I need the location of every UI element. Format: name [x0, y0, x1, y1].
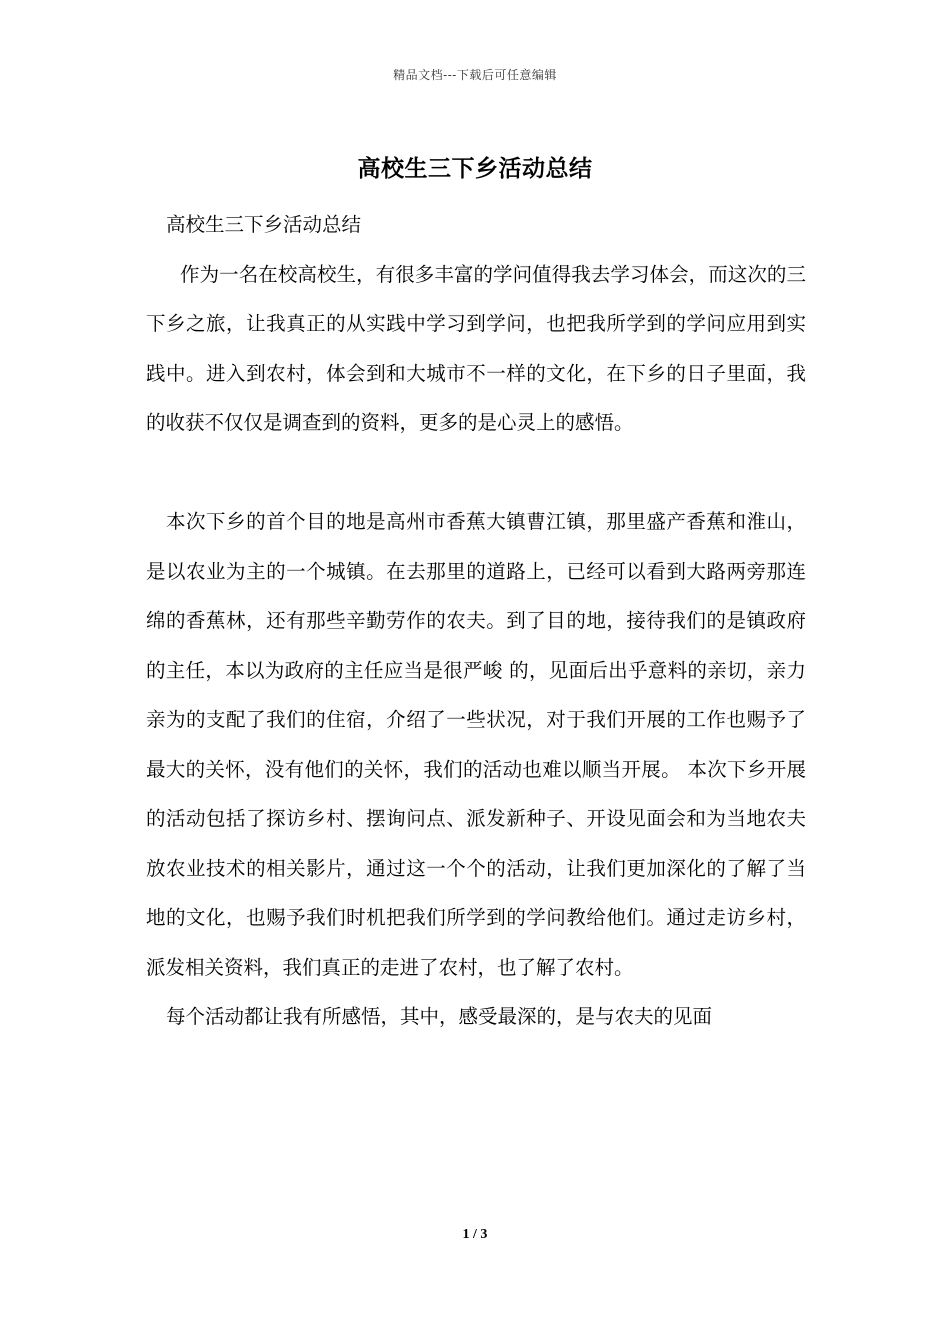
paragraph: 作为一名在校高校生，有很多丰富的学问值得我去学习体会，而这次的三下乡之旅，让我真正的从实践中学习到学问，也把我所学到的学问应用到实践中。进入到农村，体会到和大城市不一样的文化，在下乡的日子里面，我的收获不仅仅是调查到的资料，更多的是心灵上的感悟。: [146, 262, 806, 434]
page-number: 1 / 3: [462, 1227, 488, 1242]
paragraph: 每个活动都让我有所感悟，其中，感受最深的，是与农夫的见面: [166, 1005, 713, 1028]
document-subtitle: 高校生三下乡活动总结: [166, 213, 362, 236]
paragraph: 本次下乡的首个目的地是高州市香蕉大镇曹江镇，那里盛产香蕉和淮山，是以农业为主的一个城镇。在去那里的道路上，已经可以看到大路两旁那连绵的香蕉林，还有那些辛勤劳作的农夫。到了目的地，接待我们的是镇政府的主任，本以为政府的主任应当是很严峻 的，见面后出乎意料的亲切，亲力亲为的支配了我们的住宿，介绍了一些状况，对于我们开展的工作也赐予了最大的关怀，没有他们的关怀，我们的活动也难以顺当开展。 本次下乡开展的活动包括了探访乡村、摆询问点、派发新种子、开设见面会和为当地农夫放农业技术的相关影片，通过这一个个的活动，让我们更加深化的了解了当地的文化，也赐予我们时机把我们所学到的学问教给他们。通过走访乡村，派发相关资料，我们真正的走进了农村，也了解了农村。: [146, 510, 806, 979]
header-note: 精品文档---下载后可任意编辑: [393, 68, 557, 82]
document-title: 高校生三下乡活动总结: [357, 155, 593, 182]
document-body: [146, 200, 806, 1042]
